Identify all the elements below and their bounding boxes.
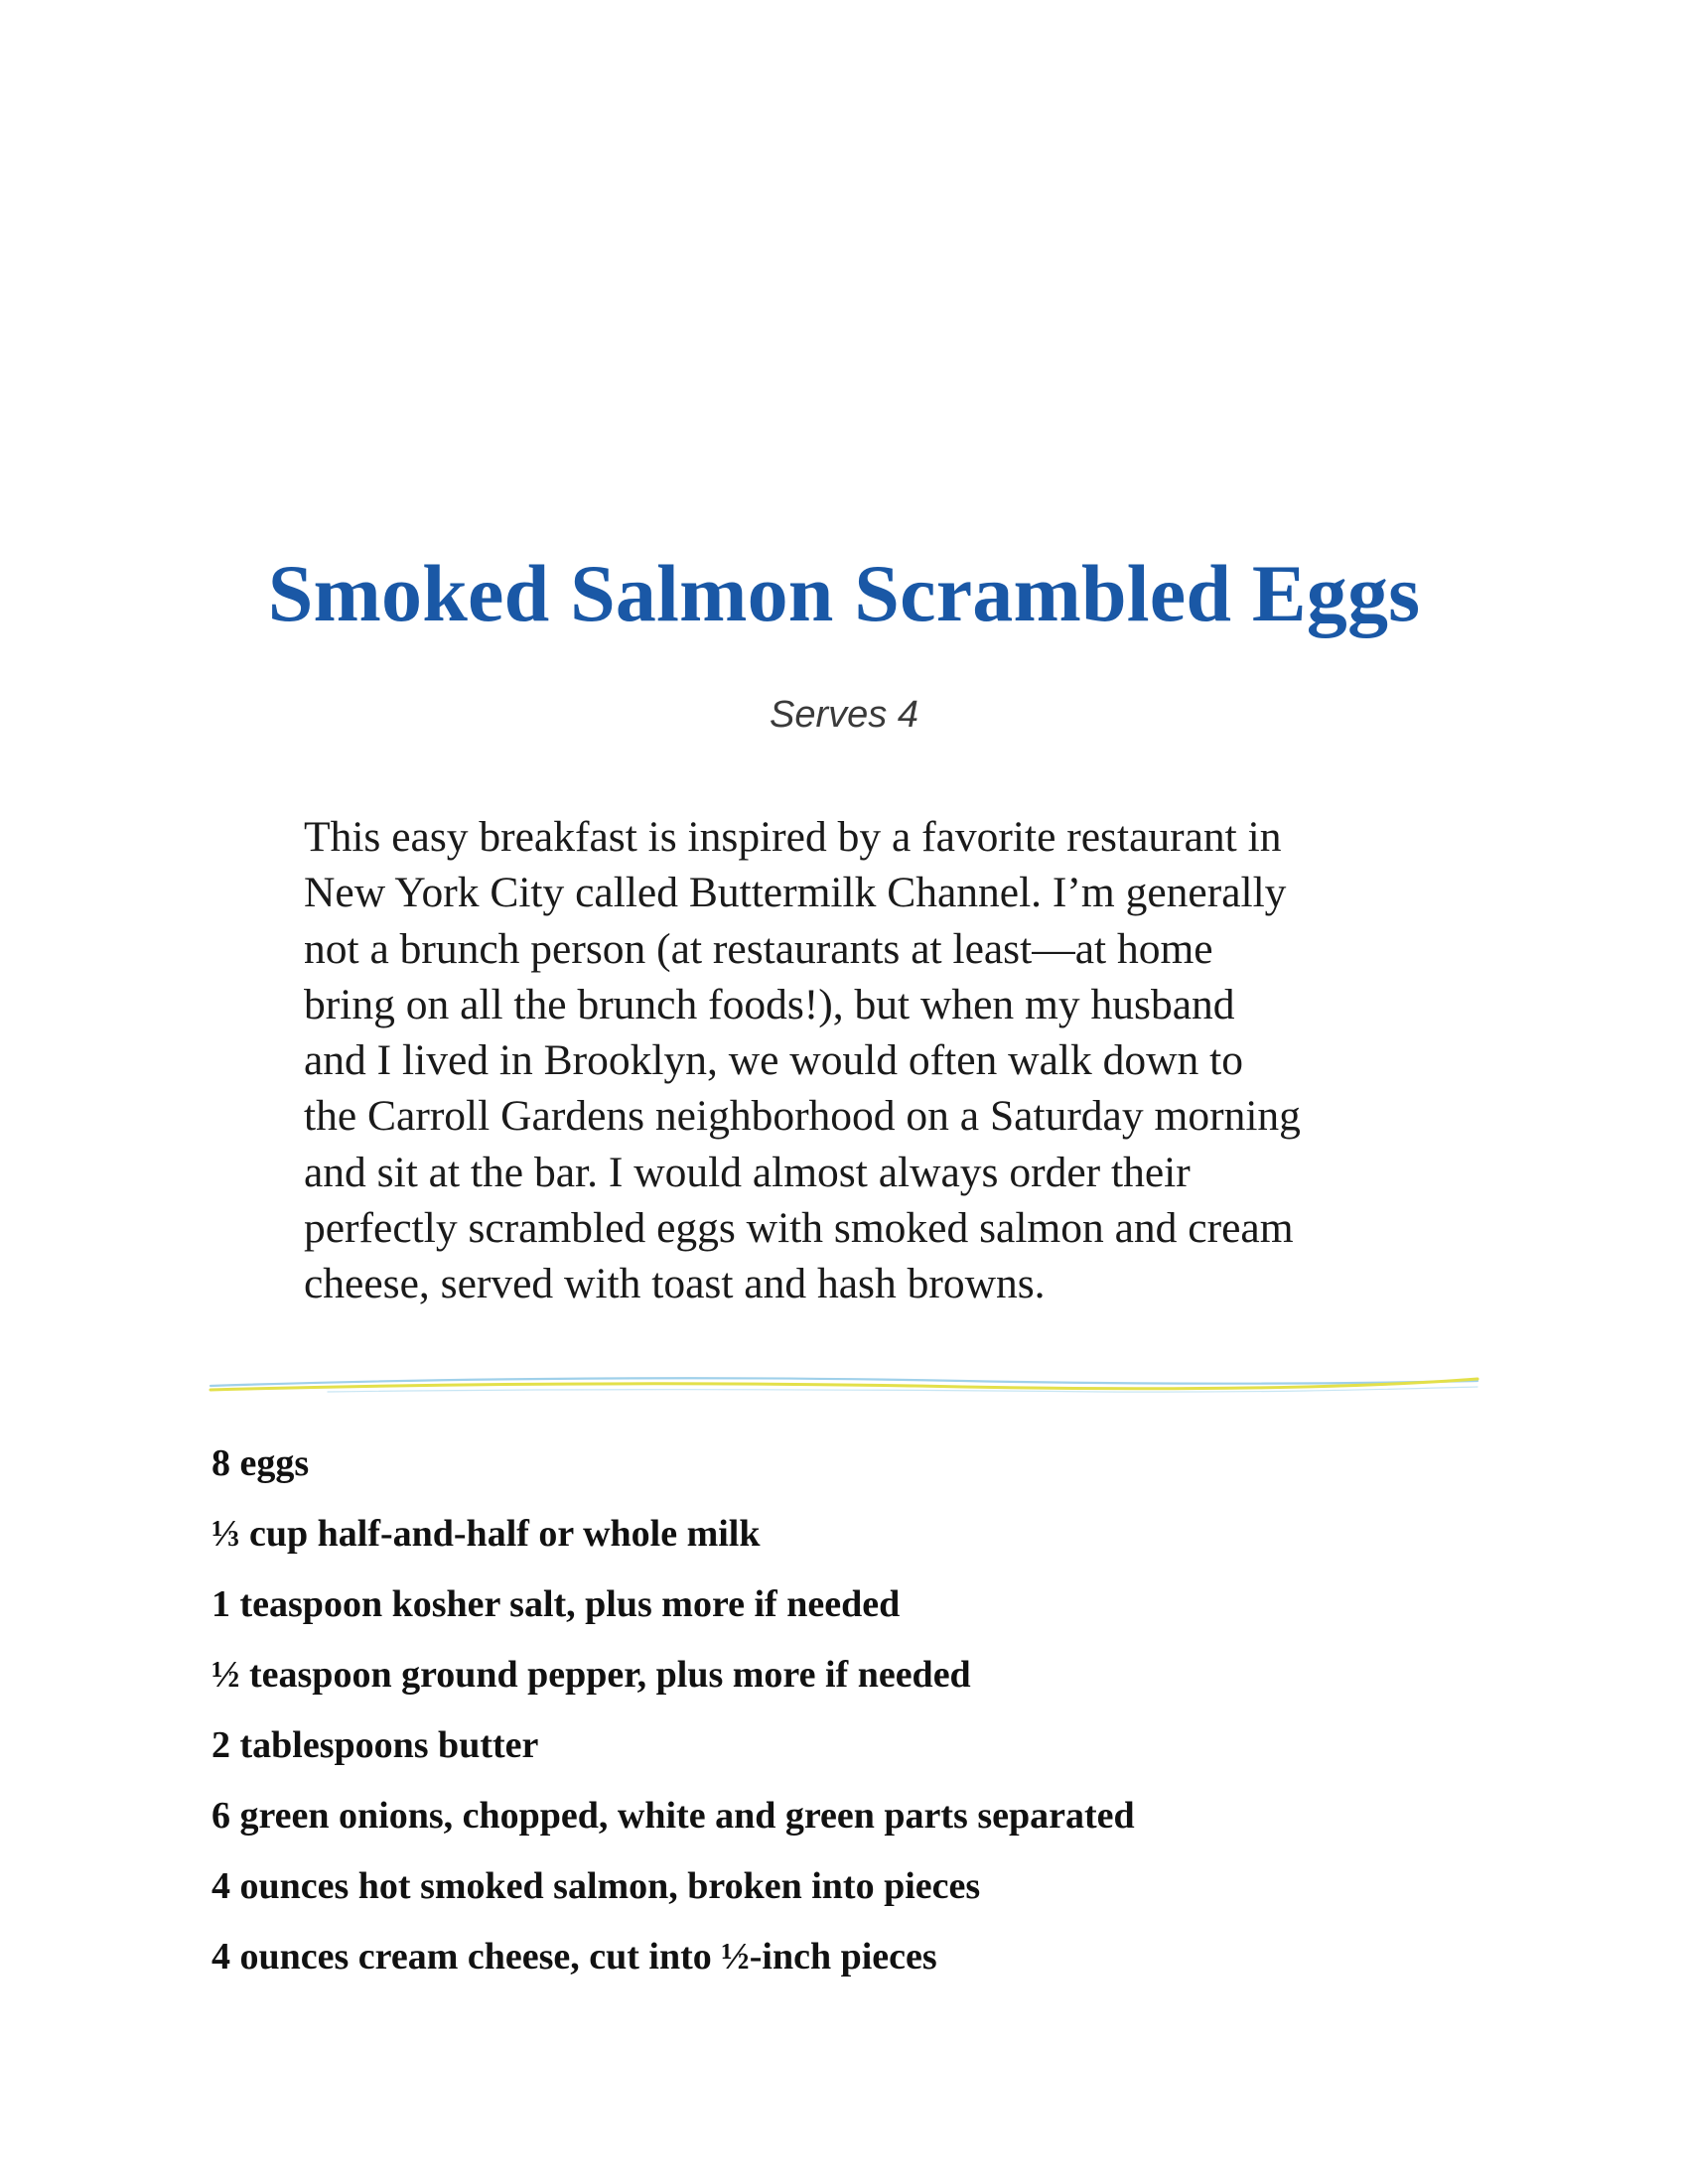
serves-count: Serves 4 xyxy=(770,694,918,736)
intro-line: and sit at the bar. I would almost always order their xyxy=(304,1148,1191,1196)
ingredient-item: 8 eggs xyxy=(211,1442,310,1484)
ingredient-item: 2 tablespoons butter xyxy=(211,1724,539,1766)
intro-line: bring on all the brunch foods!), but when my husband xyxy=(304,980,1235,1028)
ingredient-item: ½ teaspoon ground pepper, plus more if needed xyxy=(211,1654,971,1696)
intro-line: New York City called Buttermilk Channel. I’m generally xyxy=(304,869,1287,917)
ingredient-item: 1 teaspoon kosher salt, plus more if needed xyxy=(211,1583,901,1625)
recipe-intro xyxy=(304,809,1416,1312)
decorative-divider xyxy=(209,1370,1479,1400)
ingredient-item: ⅓ cup half-and-half or whole milk xyxy=(211,1513,761,1555)
ingredient-item: 6 green onions, chopped, white and green parts separated xyxy=(211,1795,1135,1837)
ingredient-item: 4 ounces cream cheese, cut into ½-inch pieces xyxy=(211,1936,937,1978)
ingredient-list xyxy=(211,1435,1135,1999)
ingredient-item: 4 ounces hot smoked salmon, broken into pieces xyxy=(211,1865,981,1907)
intro-line: and I lived in Brooklyn, we would often walk down to xyxy=(304,1036,1243,1085)
recipe-title: Smoked Salmon Scrambled Eggs xyxy=(267,548,1421,638)
intro-line: This easy breakfast is inspired by a favorite restaurant in xyxy=(304,813,1282,861)
intro-line: the Carroll Gardens neighborhood on a Saturday morning xyxy=(304,1092,1301,1141)
intro-line: not a brunch person (at restaurants at least—at home xyxy=(304,924,1213,973)
intro-line: cheese, served with toast and hash browns. xyxy=(304,1260,1046,1308)
intro-line: perfectly scrambled eggs with smoked salmon and cream xyxy=(304,1204,1294,1253)
